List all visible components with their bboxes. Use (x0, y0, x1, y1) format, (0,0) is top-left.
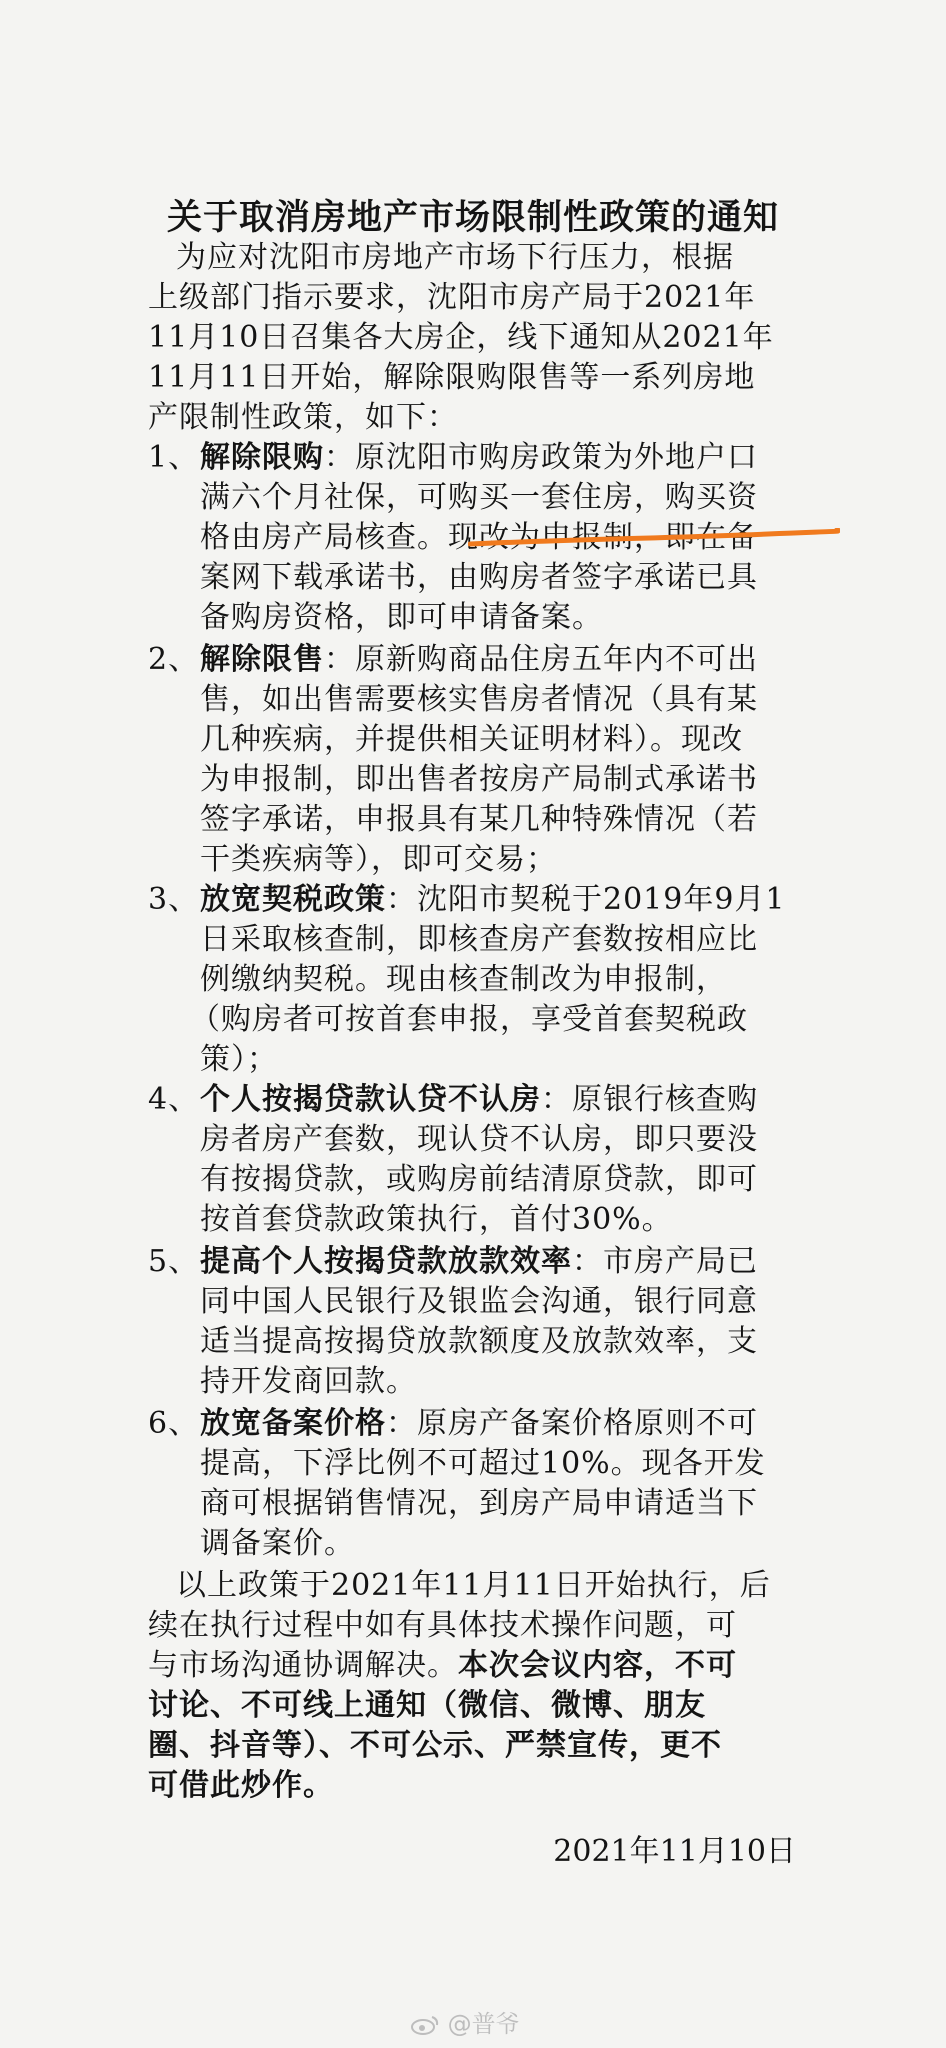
intro-line: 11月11日开始，解除限购限售等一系列房地 (148, 360, 756, 395)
item-text: 干类疾病等），即可交易； (200, 842, 557, 877)
item-text: 例缴纳契税。现由核查制改为申报制， (200, 962, 727, 997)
item-text: 持开发商回款。 (200, 1364, 417, 1399)
item-text: 备购房资格，即可申请备案。 (200, 600, 603, 635)
closing-bold-line: 讨论、不可线上通知（微信、微博、朋友 (148, 1688, 706, 1723)
item-text: 日采取核查制，即核查房产套数按相应比 (200, 922, 758, 957)
highlight-stroke (468, 528, 840, 550)
item-text: 为申报制，即出售者按房产局制式承诺书 (200, 762, 758, 797)
policy-item-2 (148, 640, 758, 680)
policy-item-5 (148, 1242, 758, 1282)
item-number: 2、 (148, 642, 200, 677)
item-text: ：原沈阳市购房政策为外地户口 (324, 440, 758, 475)
item-text: ：原新购商品住房五年内不可出 (324, 642, 758, 677)
item-number: 6、 (148, 1406, 200, 1441)
closing-line: 以上政策于2021年11月11日开始执行，后 (176, 1568, 771, 1603)
item-number: 5、 (148, 1244, 200, 1279)
item-text: 售，如出售需要核实售房者情况（具有某 (200, 682, 758, 717)
document-date: 2021年11月10日 (553, 1834, 796, 1869)
item-text: 有按揭贷款，或购房前结清原贷款，即可 (200, 1162, 758, 1197)
policy-item-3 (148, 880, 786, 920)
item-text: ：原银行核查购 (541, 1082, 758, 1117)
item-text: 签字承诺，申报具有某几种特殊情况（若 (200, 802, 758, 837)
intro-line: 11月10日召集各大房企，线下通知从2021年 (148, 320, 774, 355)
item-text: 同中国人民银行及银监会沟通，银行同意 (200, 1284, 758, 1319)
watermark-text: @普爷 (447, 2010, 520, 2038)
item-text: 调备案价。 (200, 1526, 355, 1561)
item-heading: 解除限购 (200, 440, 324, 475)
item-heading: 个人按揭贷款认贷不认房 (200, 1082, 541, 1117)
item-text: ：市房产局已 (572, 1244, 758, 1279)
intro-line: 产限制性政策，如下： (148, 400, 458, 435)
item-text: 几种疾病，并提供相关证明材料）。现改 (200, 722, 743, 757)
intro-line: 上级部门指示要求，沈阳市房产局于2021年 (148, 280, 756, 315)
item-heading: 提高个人按揭贷款放款效率 (200, 1244, 572, 1279)
item-text: 满六个月社保，可购买一套住房，购买资 (200, 480, 758, 515)
item-text: 提高，下浮比例不可超过10%。现各开发 (200, 1446, 766, 1481)
item-text: 格由房产局核查。现改为申报制，即在备 (200, 520, 758, 555)
item-text: 房者房产套数，现认贷不认房，即只要没 (200, 1122, 758, 1157)
policy-item-1 (148, 438, 758, 478)
item-number: 4、 (148, 1082, 200, 1117)
closing-bold-text: 本次会议内容，不可 (458, 1648, 737, 1683)
closing-bold-line: 可借此炒作。 (148, 1768, 334, 1803)
weibo-icon (410, 2014, 440, 2036)
closing-text: 与市场沟通协调解决。 (148, 1648, 458, 1683)
item-text: ：沈阳市契税于2019年9月1 (386, 882, 786, 917)
document-title: 关于取消房地产市场限制性政策的通知 (166, 198, 779, 238)
closing-bold-line: 圈、抖音等）、不可公示、严禁宣传，更不 (148, 1728, 722, 1763)
item-number: 1、 (148, 440, 200, 475)
item-text: 按首套贷款政策执行，首付30%。 (200, 1202, 673, 1237)
item-text: 案网下载承诺书，由购房者签字承诺已具 (200, 560, 758, 595)
item-number: 3、 (148, 882, 200, 917)
policy-item-4 (148, 1080, 758, 1120)
closing-line: 续在执行过程中如有具体技术操作问题，可 (148, 1608, 737, 1643)
item-text: ：原房产备案价格原则不可 (386, 1406, 758, 1441)
weibo-watermark (410, 2004, 520, 2039)
intro-line: 为应对沈阳市房地产市场下行压力，根据 (176, 240, 734, 275)
item-text: 商可根据销售情况，到房产局申请适当下 (200, 1486, 758, 1521)
closing-line (148, 1646, 737, 1686)
item-heading: 解除限售 (200, 642, 324, 677)
item-heading: 放宽备案价格 (200, 1406, 386, 1441)
item-text: 策）； (200, 1042, 278, 1077)
item-text: （购房者可按首套申报，享受首套契税政 (190, 1002, 748, 1037)
item-heading: 放宽契税政策 (200, 882, 386, 917)
policy-item-6 (148, 1404, 758, 1444)
item-text: 适当提高按揭贷放款额度及放款效率，支 (200, 1324, 758, 1359)
